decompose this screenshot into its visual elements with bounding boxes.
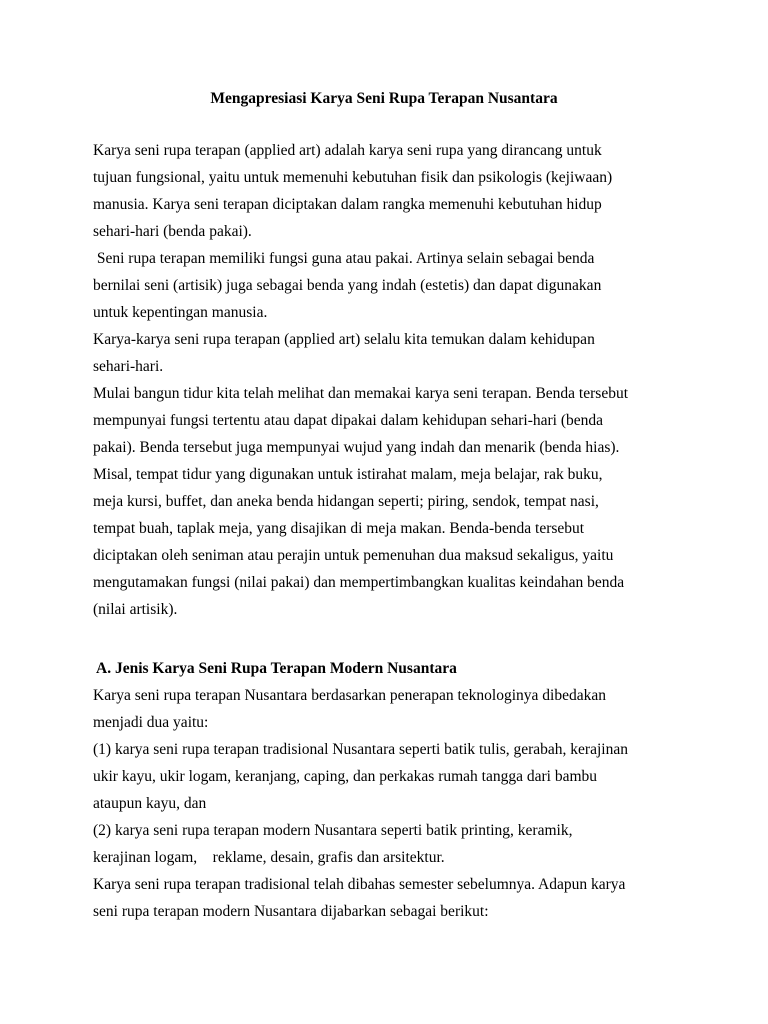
text-line: untuk kepentingan manusia. [93, 304, 268, 321]
text-line: sehari-hari (benda pakai). [93, 223, 252, 240]
text-line: Seni rupa terapan memiliki fungsi guna atau pakai. Artinya selain sebagai benda [93, 250, 595, 267]
text-line: kerajinan logam, reklame, desain, grafis dan arsitektur. [93, 849, 445, 866]
document-title: Mengapresiasi Karya Seni Rupa Terapan Nusantara [210, 90, 558, 107]
text-line: (2) karya seni rupa terapan modern Nusantara seperti batik printing, keramik, [93, 822, 573, 839]
text-line: tempat buah, taplak meja, yang disajikan di meja makan. Benda-benda tersebut [93, 520, 585, 537]
text-line: manusia. Karya seni terapan diciptakan dalam rangka memenuhi kebutuhan hidup [93, 196, 602, 213]
section-heading: A. Jenis Karya Seni Rupa Terapan Modern Nusantara [93, 660, 457, 677]
text-line: Mulai bangun tidur kita telah melihat dan memakai karya seni terapan. Benda tersebut [93, 385, 628, 402]
text-line: Karya seni rupa terapan Nusantara berdasarkan penerapan teknologinya dibedakan [93, 687, 606, 704]
text-line: ukir kayu, ukir logam, keranjang, caping, dan perkakas rumah tangga dari bambu [93, 768, 598, 785]
text-line: sehari-hari. [93, 358, 164, 375]
text-line: (nilai artisik). [93, 601, 178, 618]
text-line: Misal, tempat tidur yang digunakan untuk istirahat malam, meja belajar, rak buku, [93, 466, 603, 483]
text-line: menjadi dua yaitu: [93, 714, 209, 731]
text-line: (1) karya seni rupa terapan tradisional Nusantara seperti batik tulis, gerabah, kerajinan [93, 741, 628, 758]
text-line: bernilai seni (artisik) juga sebagai benda yang indah (estetis) dan dapat digunakan [93, 277, 602, 294]
text-line: tujuan fungsional, yaitu untuk memenuhi kebutuhan fisik dan psikologis (kejiwaan) [93, 169, 613, 186]
text-line: seni rupa terapan modern Nusantara dijabarkan sebagai berikut: [93, 903, 489, 920]
text-line: meja kursi, buffet, dan aneka benda hidangan seperti; piring, sendok, tempat nasi, [93, 493, 599, 510]
text-line: mempunyai fungsi tertentu atau dapat dipakai dalam kehidupan sehari-hari (benda [93, 412, 604, 429]
text-line: Karya-karya seni rupa terapan (applied art) selalu kita temukan dalam kehidupan [93, 331, 595, 348]
text-line: mengutamakan fungsi (nilai pakai) dan mempertimbangkan kualitas keindahan benda [93, 574, 625, 591]
section-a [93, 655, 683, 925]
text-line: pakai). Benda tersebut juga mempunyai wujud yang indah dan menarik (benda hias). [93, 439, 620, 456]
text-line: ataupun kayu, dan [93, 795, 207, 812]
text-line: Karya seni rupa terapan tradisional telah dibahas semester sebelumnya. Adapun karya [93, 876, 626, 893]
text-line: diciptakan oleh seniman atau perajin untuk pemenuhan dua maksud sekaligus, yaitu [93, 547, 614, 564]
text-line: Karya seni rupa terapan (applied art) adalah karya seni rupa yang dirancang untuk [93, 142, 602, 159]
intro-paragraphs [93, 137, 683, 623]
